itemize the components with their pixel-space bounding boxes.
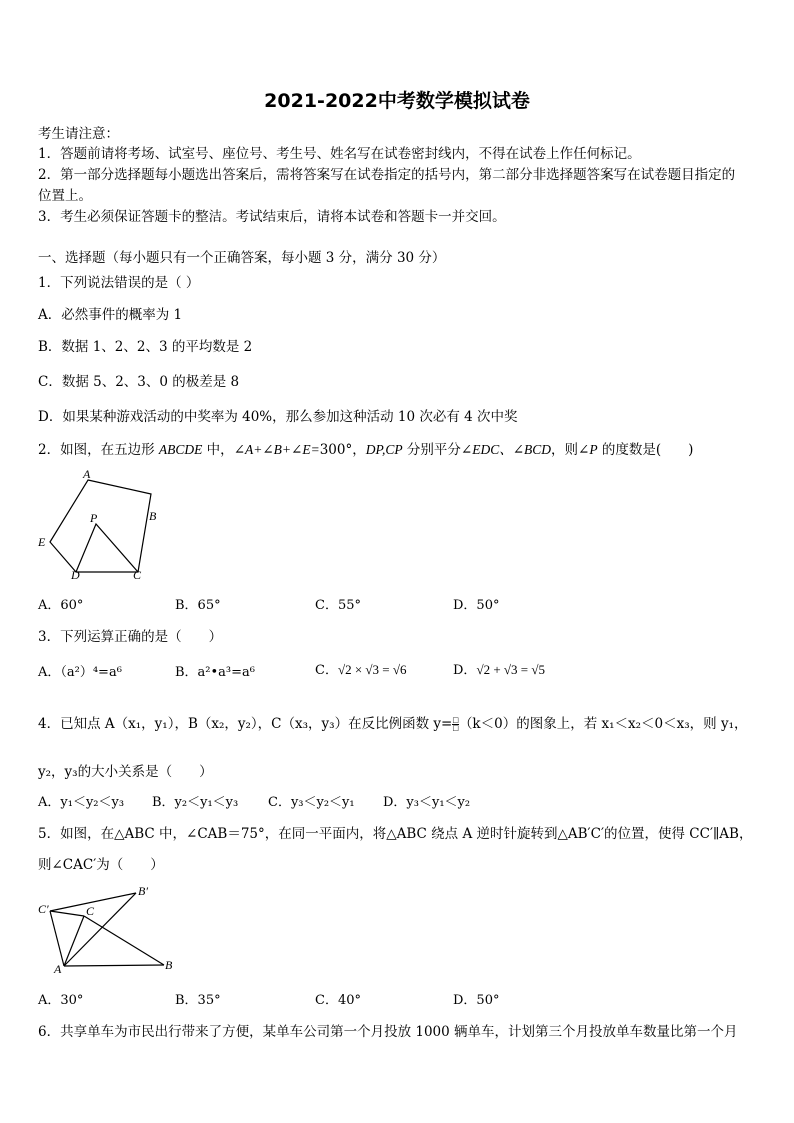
label-b: B [149,509,157,523]
q2-option-d: D．50° [453,598,500,613]
bisectors-dp-cp [76,524,138,572]
q4-option-c: C．y₃＜y₂＜y₁ [268,795,355,810]
page-title: 2021-2022中考数学模拟试卷 [264,90,530,112]
segment-ac-prime [50,911,64,966]
q4-line2: y₂，y₃的大小关系是（ ） [38,764,213,780]
q3-option-c: C．√2 × √3 = √6 [315,662,407,678]
q2-option-b: B．65° [175,598,221,613]
q5-line2: 则∠CAC′为（ ） [38,857,164,873]
label-d: D [71,568,80,582]
notice-item-2: 2．第一部分选择题每小题选出答案后，需将答案写在试卷指定的括号内，第二部分非选择题答案写在试卷题目指定的 [38,167,736,183]
q2-option-a: A．60° [38,598,84,613]
q5-option-d: D．50° [453,993,500,1008]
q3-stem: 3．下列运算正确的是（ ） [38,629,223,645]
pentagon-abcde [50,480,151,572]
q6-line1: 6．共享单车为市民出行带来了方便，某单车公司第一个月投放 1000 辆单车，计划第三个月投放单车数量比第一个月 [38,1024,738,1040]
label-b-prime: B′ [138,884,148,898]
notice-item-2-cont: 位置上。 [38,188,92,204]
q1-option-a: A．必然事件的概率为 1 [38,307,183,323]
q1-stem: 1．下列说法错误的是（ ） [38,275,200,291]
q2-option-c: C．55° [315,598,361,613]
segment-cc-prime [50,911,84,916]
q2-pentagon-figure [34,466,169,584]
q5-rotation-figure [36,880,181,980]
section-heading: 一、选择题（每小题只有一个正确答案，每小题 3 分，满分 30 分） [38,250,446,266]
q1-option-d: D．如果某种游戏活动的中奖率为 40%，那么参加这种活动 10 次必有 4 次中奖 [38,409,518,425]
q3-option-a: A．（a²）⁴=a⁶ [38,665,122,680]
q5-option-c: C．40° [315,993,361,1008]
q4-line1: 4．已知点 A（x₁，y₁），B（x₂，y₂），C（x₃，y₃）在反比例函数 y= $\frac{□}{□}$ （k＜0）的图象上，若 x₁＜x₂＜0＜x₃，则 y₁， [38,716,748,732]
q5-option-a: A．30° [38,993,84,1008]
segment-ab [64,965,164,966]
q4-option-a: A．y₁＜y₂＜y₃ [38,795,125,810]
q4-option-d: D．y₃＜y₁＜y₂ [383,795,471,810]
segment-cb [84,916,164,965]
label-b: B [165,958,173,972]
label-c: C [133,568,142,582]
q5-line1: 5．如图，在△ABC 中，∠CAB＝75°，在同一平面内，将△ABC 绕点 A 逆时针旋转到△AB′C′的位置，使得 CC′∥AB， [38,826,753,842]
segment-ac [64,916,84,966]
label-e: E [38,535,46,549]
q2-stem: 2．如图，在五边形 ABCDE 中，∠A+∠B+∠E=300°，DP,CP 分别平分∠EDC、∠BCD，则∠P 的度数是( ) [38,442,694,458]
label-c: C [86,904,95,918]
q5-option-b: B．35° [175,993,221,1008]
notice-item-1: 1．答题前请将考场、试室号、座位号、考生号、姓名写在试卷密封线内，不得在试卷上作任何标记。 [38,146,641,162]
q4-option-b: B．y₂＜y₁＜y₃ [152,795,239,810]
q3-option-b: B．a²•a³=a⁶ [175,665,255,680]
q1-option-b: B．数据 1、2、2、3 的平均数是 2 [38,339,253,355]
notice-item-3: 3．考生必须保证答题卡的整洁。考试结束后，请将本试卷和答题卡一并交回。 [38,209,506,225]
label-c-prime: C′ [38,902,49,916]
notice-heading: 考生请注意： [38,126,119,142]
label-p: P [90,511,98,525]
q3-option-d: D．√2 + √3 = √5 [453,662,546,678]
segment-ab-prime [64,893,136,966]
q1-option-c: C．数据 5、2、3、0 的极差是 8 [38,374,240,390]
label-a: A [54,962,62,976]
q4-fraction: $\frac{□}{□}$ [452,716,459,732]
label-a: A [83,467,91,481]
